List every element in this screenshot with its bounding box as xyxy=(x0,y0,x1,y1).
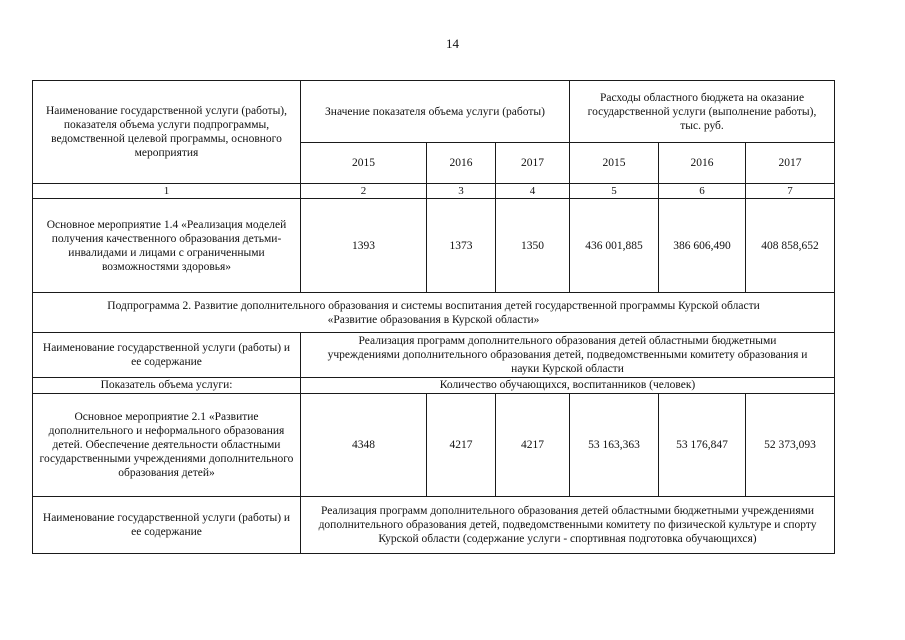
budget-table xyxy=(32,80,835,554)
value-cell: 436 001,885 xyxy=(570,199,659,293)
value-cell: 53 176,847 xyxy=(659,394,746,497)
value-cell: 53 163,363 xyxy=(570,394,659,497)
year-cell: 2015 xyxy=(301,143,427,184)
value-cell: 52 373,093 xyxy=(746,394,835,497)
column-number: 5 xyxy=(570,184,659,199)
page-number: 14 xyxy=(446,36,459,51)
value-cell: 4348 xyxy=(301,394,427,497)
measure-2-1-name: Основное мероприятие 2.1 «Развитие дополнительного и неформального образования детей. Обеспечение деятельности областными государственными учреждениями дополнительного образования детей» xyxy=(33,394,301,497)
measure-1-4-name: Основное мероприятие 1.4 «Реализация моделей получения качественного образования детьми-инвалидами и лицами с ограниченными возможностями здоровья» xyxy=(33,199,301,293)
service-row-2 xyxy=(33,497,835,554)
table-row-measure-2-1 xyxy=(33,394,835,497)
column-number: 4 xyxy=(496,184,570,199)
service-label: Наименование государственной услуги (работы) и ее содержание xyxy=(33,333,301,378)
value-cell: 1350 xyxy=(496,199,570,293)
table-row-measure-1-4 xyxy=(33,199,835,293)
service-content: Реализация программ дополнительного образования детей областными бюджетными учреждениями дополнительного образования детей, подведомственными комитету по физической культуре и спорту Курской области (содержание услуги - спортивная подготовка обучающихся) xyxy=(301,497,835,554)
value-cell: 386 606,490 xyxy=(659,199,746,293)
column-number: 1 xyxy=(33,184,301,199)
column-number-row xyxy=(33,184,835,199)
value-cell: 1373 xyxy=(427,199,496,293)
service-content: Реализация программ дополнительного образования детей областными бюджетными учреждениями дополнительного образования детей, подведомственными комитету образования и науки Курской области xyxy=(301,333,835,378)
value-cell: 4217 xyxy=(496,394,570,497)
column-number: 2 xyxy=(301,184,427,199)
volume-indicator-row xyxy=(33,378,835,394)
year-cell: 2016 xyxy=(659,143,746,184)
subprogram-row xyxy=(33,293,835,333)
header-expenses-text: Расходы областного бюджета на оказание государственной услуги (выполнение работы), xyxy=(587,91,817,118)
column-number: 7 xyxy=(746,184,835,199)
year-cell: 2017 xyxy=(746,143,835,184)
header-volume-indicator: Значение показателя объема услуги (работы) xyxy=(301,81,570,143)
volume-indicator-label: Показатель объема услуги: xyxy=(33,378,301,394)
service-row-1 xyxy=(33,333,835,378)
year-cell: 2016 xyxy=(427,143,496,184)
subprogram-2-title: Подпрограмма 2. Развитие дополнительного образования и системы воспитания детей государственной программы Курской области «Развитие образования в Курской области» xyxy=(33,293,835,333)
column-number: 3 xyxy=(427,184,496,199)
header-expenses xyxy=(570,81,835,143)
column-number: 6 xyxy=(659,184,746,199)
value-cell: 408 858,652 xyxy=(746,199,835,293)
value-cell: 4217 xyxy=(427,394,496,497)
header-expenses-unit: тыс. руб. xyxy=(680,119,724,132)
volume-indicator-content: Количество обучающихся, воспитанников (человек) xyxy=(301,378,835,394)
year-cell: 2015 xyxy=(570,143,659,184)
year-cell: 2017 xyxy=(496,143,570,184)
header-row xyxy=(33,81,835,143)
value-cell: 1393 xyxy=(301,199,427,293)
service-label: Наименование государственной услуги (работы) и ее содержание xyxy=(33,497,301,554)
header-service-name: Наименование государственной услуги (работы), показателя объема услуги подпрограммы, ведомственной целевой программы, основного мероприятия xyxy=(33,81,301,184)
